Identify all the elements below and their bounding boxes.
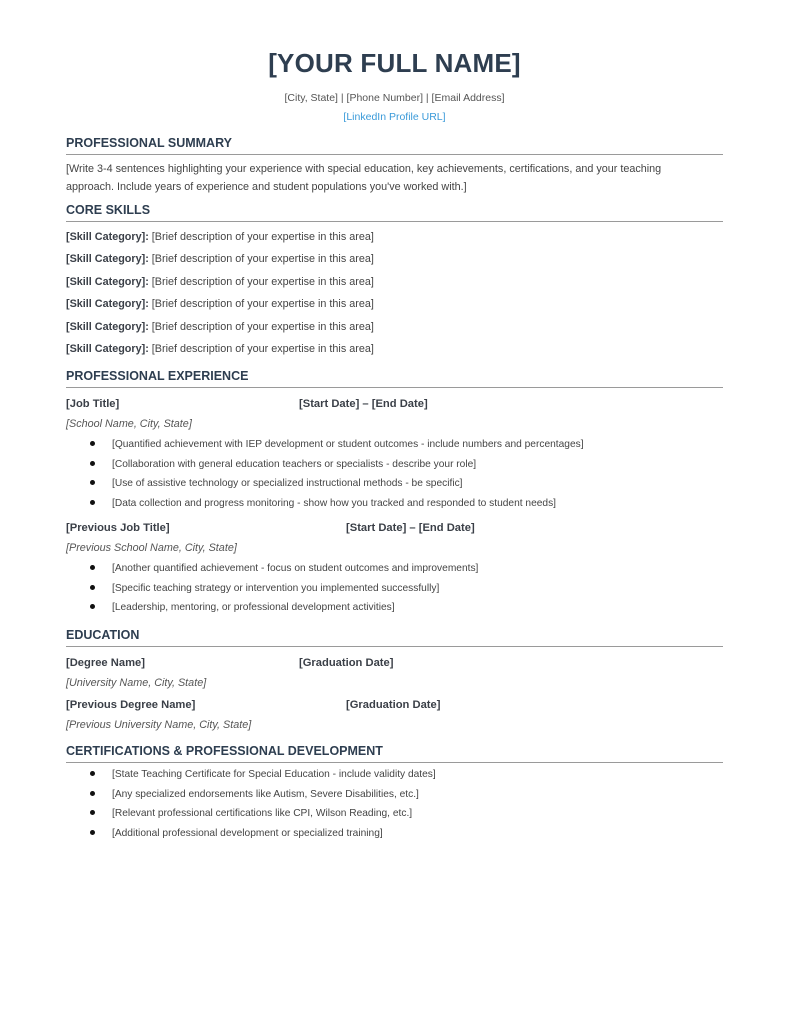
skill-category: [Skill Category]: <box>66 253 149 265</box>
skill-description: [Brief description of your expertise in this area] <box>148 253 374 265</box>
skill-category: [Skill Category]: <box>66 343 149 355</box>
summary-text: [Write 3-4 sentences highlighting your experience with special education, key achievements, certifications, and your teaching approach. Include years of experience and student populations you've worked with.] <box>66 163 662 193</box>
job-title: [Previous Job Title] <box>66 522 170 534</box>
job-title: [Job Title] <box>66 398 120 410</box>
linkedin-link[interactable]: [LinkedIn Profile URL] <box>343 111 446 123</box>
job-dates: [Start Date] – [End Date] <box>346 522 475 534</box>
section-heading-summary: PROFESSIONAL SUMMARY <box>66 136 723 155</box>
bullet-text: [Collaboration with general education teachers or specialists - describe your role] <box>112 459 477 470</box>
section-heading-certifications: CERTIFICATIONS & PROFESSIONAL DEVELOPMENT <box>66 744 723 763</box>
section-heading-skills: CORE SKILLS <box>66 203 723 222</box>
skill-item <box>66 253 374 265</box>
bullet-item <box>90 789 419 800</box>
full-name: [YOUR FULL NAME] <box>268 48 521 78</box>
school-name: [Previous School Name, City, State] <box>66 542 237 554</box>
bullet-item <box>90 478 463 489</box>
bullet-text: [Another quantified achievement - focus on student outcomes and improvements] <box>112 563 479 574</box>
skill-description: [Brief description of your expertise in this area] <box>148 343 374 355</box>
bullet-item <box>90 769 436 780</box>
skill-item <box>66 231 374 243</box>
skill-item <box>66 321 374 333</box>
bullet-icon <box>90 604 95 609</box>
school-name: [School Name, City, State] <box>66 418 192 430</box>
job-dates: [Start Date] – [End Date] <box>299 398 428 410</box>
bullet-icon <box>90 565 95 570</box>
bullet-icon <box>90 771 95 776</box>
skill-category: [Skill Category]: <box>66 231 149 243</box>
bullet-icon <box>90 461 95 466</box>
bullet-text: [Specific teaching strategy or intervention you implemented successfully] <box>112 583 440 594</box>
skill-description: [Brief description of your expertise in this area] <box>148 276 374 288</box>
skill-item <box>66 276 374 288</box>
degree-name: [Previous Degree Name] <box>66 699 196 711</box>
skill-category: [Skill Category]: <box>66 298 149 310</box>
university-name: [Previous University Name, City, State] <box>66 719 252 731</box>
bullet-text: [Data collection and progress monitoring - show how you tracked and responded to student needs] <box>112 498 556 509</box>
bullet-icon <box>90 830 95 835</box>
bullet-item <box>90 828 383 839</box>
bullet-text: [Quantified achievement with IEP development or student outcomes - include numbers and percentages] <box>112 439 584 450</box>
bullet-icon <box>90 585 95 590</box>
bullet-text: [State Teaching Certificate for Special Education - include validity dates] <box>112 769 436 780</box>
section-heading-education: EDUCATION <box>66 628 723 647</box>
bullet-item <box>90 459 476 470</box>
bullet-item <box>90 563 478 574</box>
bullet-icon <box>90 480 95 485</box>
bullet-text: [Any specialized endorsements like Autism, Severe Disabilities, etc.] <box>112 789 419 800</box>
skill-category: [Skill Category]: <box>66 276 149 288</box>
bullet-item <box>90 439 584 450</box>
graduation-date: [Graduation Date] <box>299 657 394 669</box>
bullet-text: [Leadership, mentoring, or professional development activities] <box>112 602 395 613</box>
section-heading-experience: PROFESSIONAL EXPERIENCE <box>66 369 723 388</box>
skill-item <box>66 343 374 355</box>
bullet-icon <box>90 810 95 815</box>
bullet-item <box>90 602 395 613</box>
graduation-date: [Graduation Date] <box>346 699 441 711</box>
skill-description: [Brief description of your expertise in this area] <box>148 321 374 333</box>
university-name: [University Name, City, State] <box>66 677 207 689</box>
skill-item <box>66 298 374 310</box>
bullet-item <box>90 583 439 594</box>
bullet-text: [Relevant professional certifications like CPI, Wilson Reading, etc.] <box>112 808 413 819</box>
bullet-item <box>90 808 412 819</box>
degree-name: [Degree Name] <box>66 657 145 669</box>
bullet-icon <box>90 791 95 796</box>
skill-description: [Brief description of your expertise in this area] <box>148 298 374 310</box>
skill-description: [Brief description of your expertise in this area] <box>148 231 374 243</box>
skill-category: [Skill Category]: <box>66 321 149 333</box>
bullet-icon <box>90 500 95 505</box>
bullet-icon <box>90 441 95 446</box>
contact-line: [City, State] | [Phone Number] | [Email Address] <box>284 92 505 104</box>
bullet-text: [Additional professional development or specialized training] <box>112 828 383 839</box>
bullet-text: [Use of assistive technology or specialized instructional methods - be specific] <box>112 478 463 489</box>
bullet-item <box>90 498 556 509</box>
